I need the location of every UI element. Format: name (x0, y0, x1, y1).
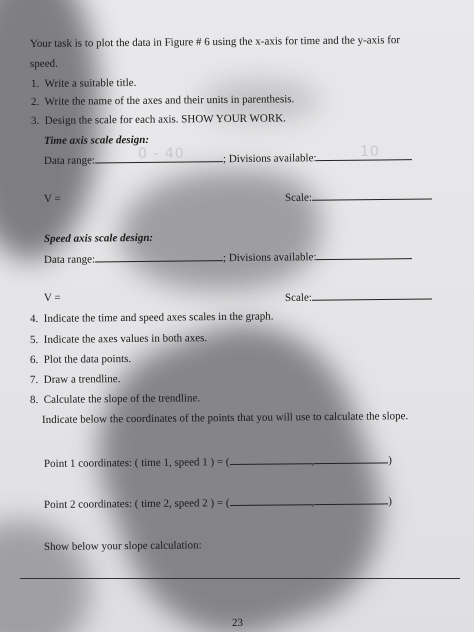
intro-text-line1: Your task is to plot the data in Figure # 6 using the x-axis for time and the y-axis for (29, 34, 401, 50)
list-item (30, 310, 274, 325)
handwritten-time-divisions: 10 (360, 144, 380, 160)
point1-speed-blank[interactable] (314, 452, 388, 464)
item-number: 5. (29, 333, 39, 346)
coordinate-instruction: Indicate below the coordinates of the points that you will use to calculate the slope. (41, 410, 409, 426)
speed-axis-heading: Speed axis scale design: (43, 231, 154, 245)
item-text: Draw a trendline. (43, 373, 121, 386)
hand-shadow (0, 520, 90, 632)
handwritten-time-range: 0 - 40 (138, 146, 185, 162)
item-number: 3. (30, 114, 40, 127)
point1-time-blank[interactable] (229, 453, 311, 465)
scale-label: Scale: (284, 191, 312, 204)
close-paren: ) (388, 454, 393, 467)
item-text: Write a suitable title. (44, 76, 137, 90)
list-item (30, 392, 200, 406)
time-v-label: V = (43, 192, 61, 205)
point2-time-blank[interactable] (229, 494, 311, 506)
item-number: 4. (29, 312, 39, 325)
comma: , (311, 455, 315, 468)
comma: , (311, 496, 315, 509)
data-range-label: Data range: (43, 253, 96, 266)
item-text: Write the name of the axes and their units in parenthesis. (44, 93, 295, 108)
time-axis-heading: Time axis scale design: (43, 133, 150, 147)
item-number: 6. (29, 353, 39, 366)
item-number: 8. (29, 393, 39, 406)
item-text: Calculate the slope of the trendline. (43, 392, 201, 406)
item-text: Design the scale for each axis. SHOW YOUR WORK. (44, 112, 286, 127)
hand-shadow (120, 170, 320, 290)
intro-text-line2: speed. (29, 57, 58, 70)
speed-data-range-row (44, 248, 413, 266)
divisions-label: ; Divisions available: (222, 251, 317, 265)
item-text: Indicate the time and speed axes scales in the graph. (43, 310, 274, 325)
slope-calculation-label: Show below your slope calculation: (43, 539, 202, 553)
time-scale-row (285, 188, 432, 204)
list-item (30, 373, 121, 386)
speed-v-label: V = (43, 291, 61, 304)
close-paren: ) (388, 495, 393, 508)
speed-scale-row (285, 288, 432, 304)
list-item (31, 77, 136, 90)
data-range-label: Data range: (43, 154, 96, 167)
list-item (30, 353, 131, 366)
list-item (31, 112, 286, 127)
time-data-range-row (44, 149, 413, 167)
item-number: 7. (29, 373, 39, 386)
point2-label: Point 2 coordinates: ( time 2, speed 2 ) = ( (43, 497, 230, 511)
page-number: 23 (231, 616, 244, 629)
speed-scale-blank[interactable] (312, 288, 432, 300)
divisions-label: ; Divisions available: (222, 152, 317, 166)
item-text: Plot the data points. (43, 352, 132, 366)
point1-label: Point 1 coordinates: ( time 1, speed 1 ) = ( (43, 456, 230, 470)
time-scale-blank[interactable] (312, 188, 432, 200)
item-number: 1. (30, 77, 40, 90)
item-text: Indicate the axes values in both axes. (43, 332, 208, 346)
item-number: 2. (30, 95, 40, 108)
speed-divisions-blank[interactable] (316, 248, 412, 260)
slope-answer-line[interactable] (20, 578, 460, 579)
scale-label: Scale: (284, 291, 312, 304)
list-item (30, 332, 207, 346)
point2-speed-blank[interactable] (314, 493, 388, 505)
speed-data-range-blank[interactable] (95, 250, 223, 262)
